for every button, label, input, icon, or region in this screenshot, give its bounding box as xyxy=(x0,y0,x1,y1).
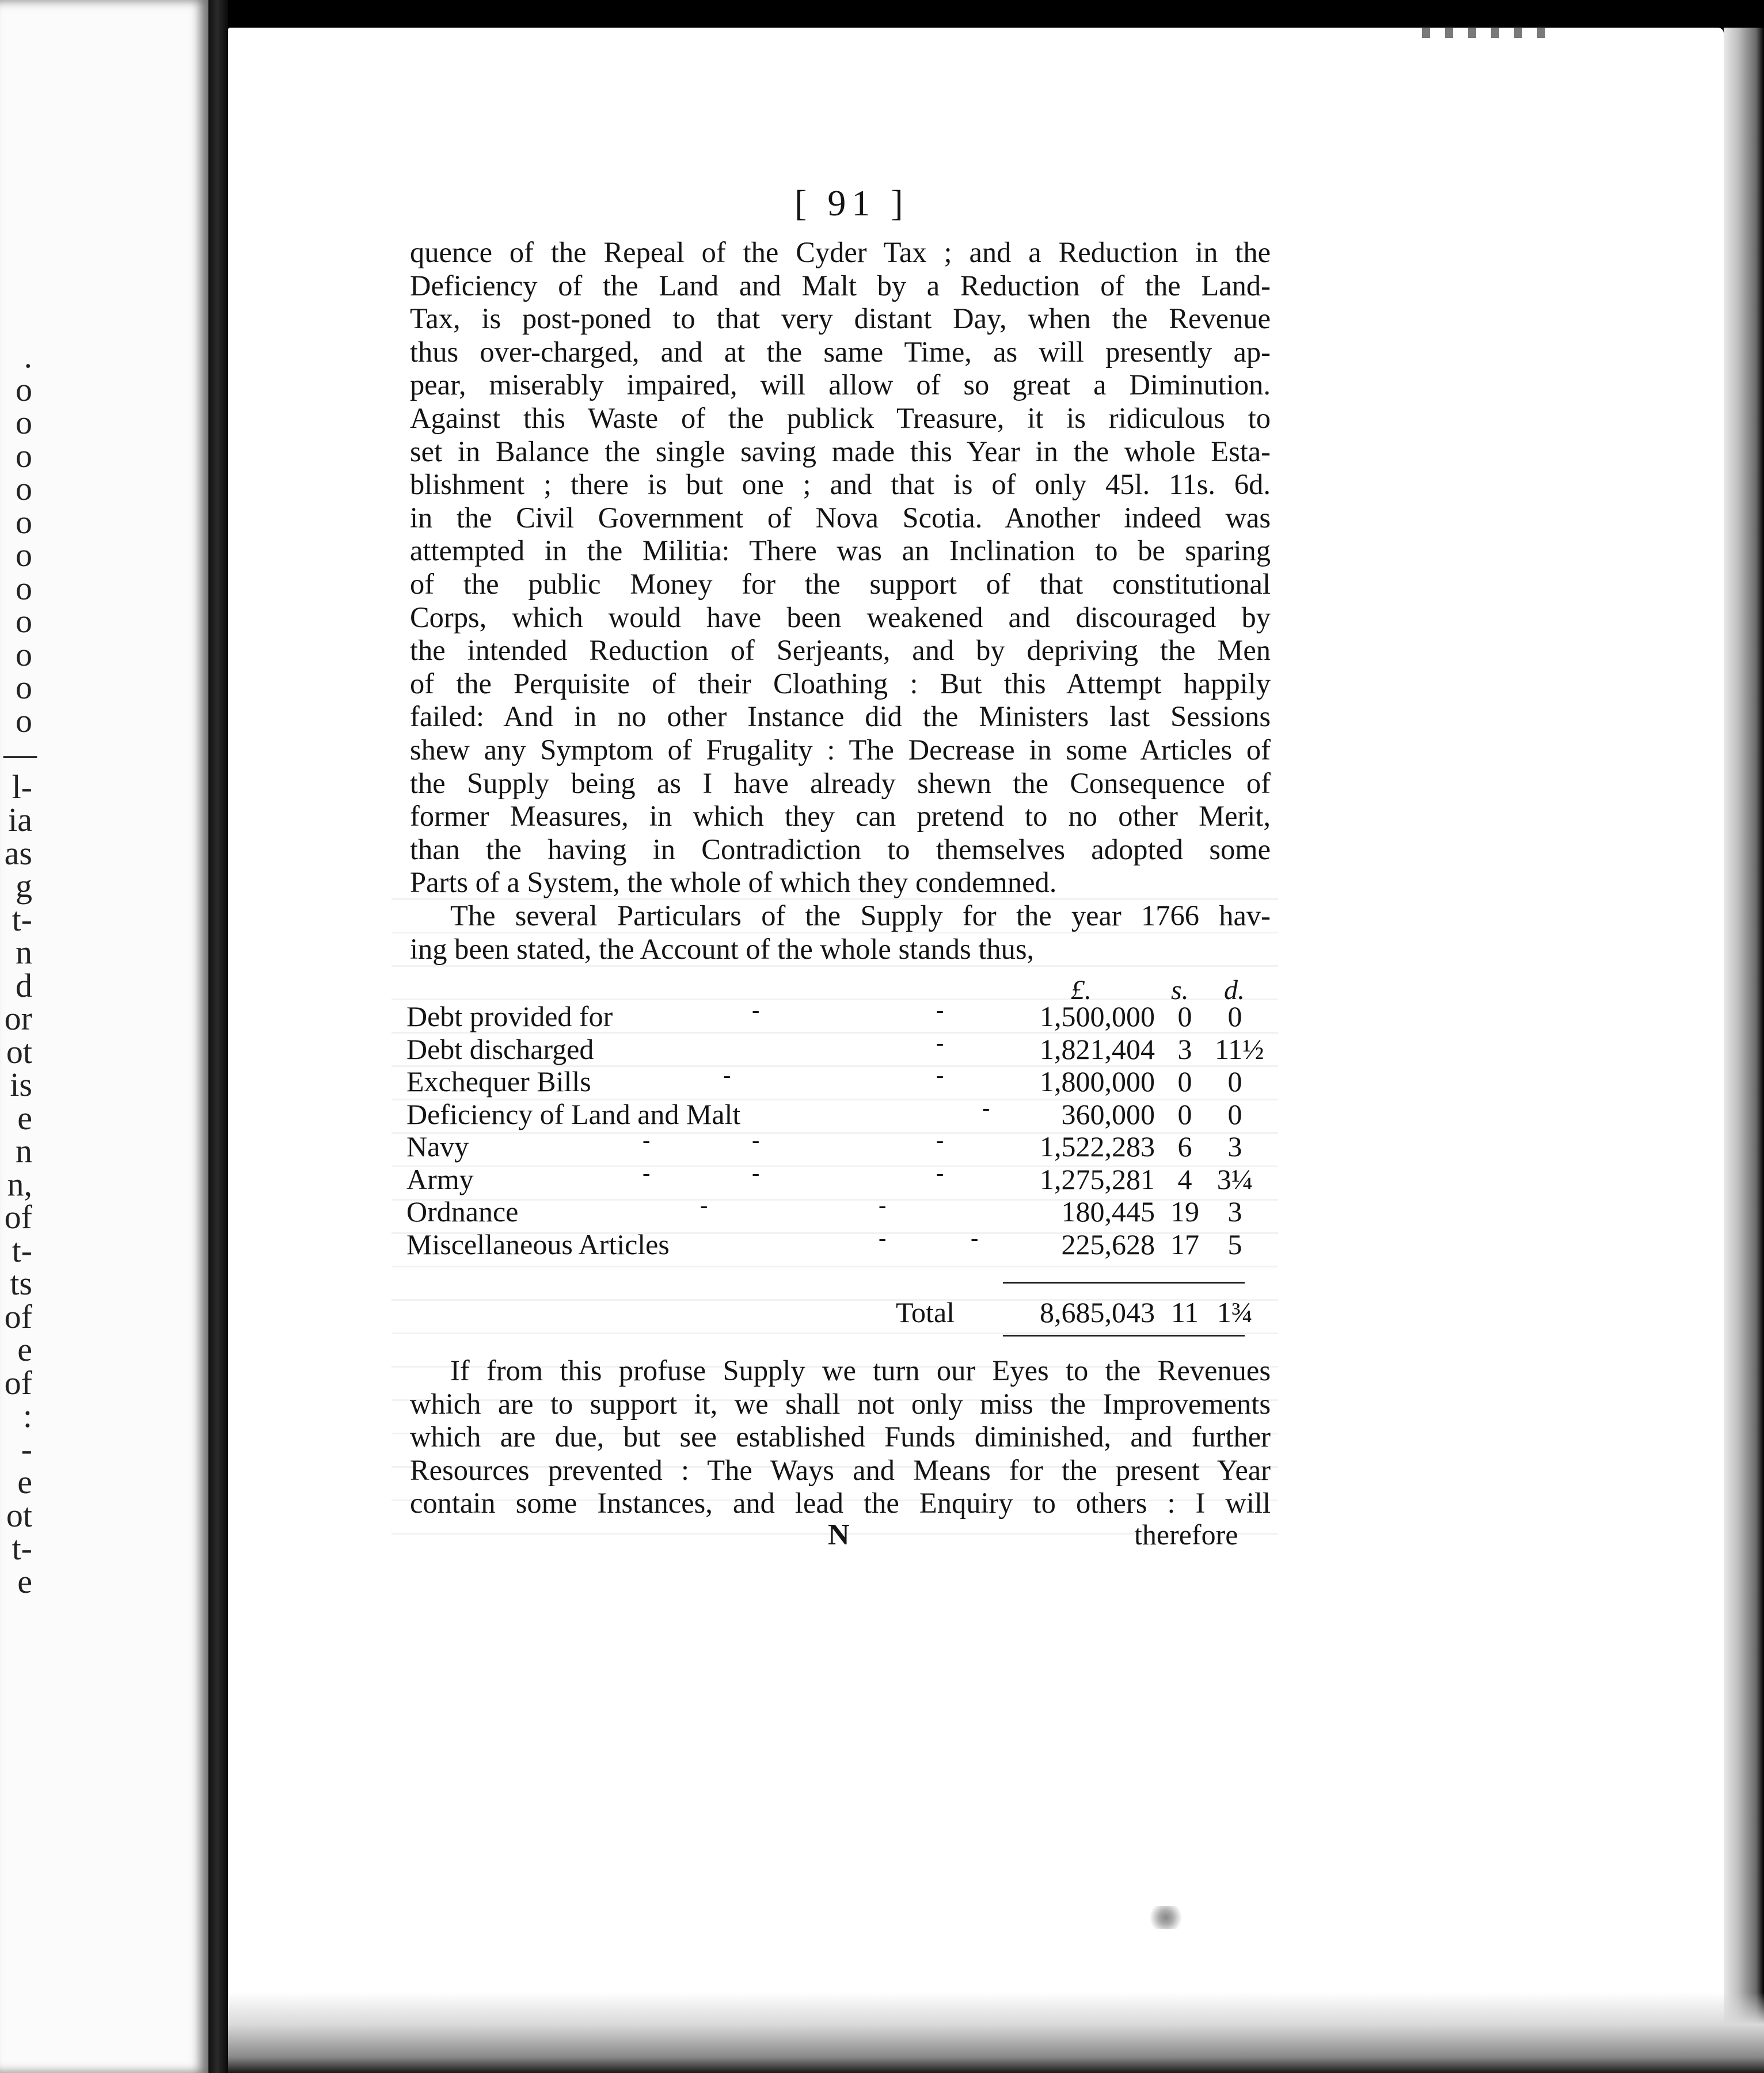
leader-dash: - xyxy=(936,997,944,1023)
leader-dash: - xyxy=(752,1159,760,1186)
text-line: ing been stated, the Account of the whole stands thus, xyxy=(410,932,1035,965)
facing-page-fragment: of xyxy=(4,1364,32,1402)
facing-page-fragment: ia xyxy=(8,801,32,838)
table-row xyxy=(406,1029,1264,1065)
facing-page-fragment: t- xyxy=(12,900,32,938)
facing-page-fragment: . xyxy=(24,337,32,375)
text-line: in the Civil Government of Nova Scotia. Another indeed was xyxy=(410,501,1271,534)
total-row xyxy=(406,1296,1253,1330)
row-label: Army xyxy=(406,1163,474,1195)
leader-dash: - xyxy=(879,1224,887,1251)
row-pounds: 1,800,000 xyxy=(1040,1065,1155,1098)
text-line: than the having in Contradiction to themselves adopted some xyxy=(410,833,1271,865)
leader-dash: - xyxy=(752,997,760,1023)
text-line: which are due, but see established Funds diminished, and further xyxy=(410,1421,1271,1453)
text-line: If from this profuse Supply we turn our Eyes to the Revenues xyxy=(450,1354,1271,1387)
total-label: Total xyxy=(896,1296,955,1328)
text-line: Corps, which would have been weakened and discouraged by xyxy=(410,601,1271,633)
total-rule-bottom xyxy=(1003,1335,1245,1337)
facing-page-fragment: o xyxy=(16,404,32,441)
facing-page-fragment: n xyxy=(16,933,32,971)
page-bottom-curl xyxy=(228,1992,1764,2073)
book-gutter xyxy=(208,0,228,2073)
facing-page-fragment: o xyxy=(16,569,32,607)
page-number: [ 91 ] xyxy=(794,183,909,223)
row-pence: 11½ xyxy=(1215,1032,1264,1065)
row-pence: 3 xyxy=(1227,1130,1242,1163)
text-line: Deficiency of the Land and Malt by a Reduction of the Land- xyxy=(410,269,1271,302)
facing-page-fragment: o xyxy=(16,536,32,574)
total-shillings: 11 xyxy=(1170,1296,1199,1328)
shillings-column-header: s. xyxy=(1171,975,1189,1005)
text-line: of the public Money for the support of that constitutional xyxy=(410,567,1271,600)
body-paragraph xyxy=(410,236,1271,899)
facing-page-fragment: — xyxy=(3,735,37,772)
text-line: Resources prevented : The Ways and Means for the present Year xyxy=(410,1453,1271,1486)
facing-page-fragment: n xyxy=(16,1132,32,1170)
leader-dash: - xyxy=(643,1159,651,1186)
page-fore-edge xyxy=(1724,28,1764,2073)
table-row xyxy=(406,997,1253,1032)
total-pence: 1¾ xyxy=(1216,1296,1253,1328)
table-row xyxy=(406,1094,1253,1130)
text-line: blishment ; there is but one ; and that is of only 45l. 11s. 6d. xyxy=(410,468,1271,501)
text-line: attempted in the Militia: There was an Inclination to be sparing xyxy=(410,534,1271,567)
text-line: set in Balance the single saving made this Year in the whole Esta- xyxy=(410,435,1271,468)
facing-page-fragment: of xyxy=(4,1198,32,1236)
row-shillings: 0 xyxy=(1177,1000,1192,1032)
facing-page-fragment: e xyxy=(17,1562,32,1600)
leader-dash: - xyxy=(936,1062,944,1088)
facing-page-fragment: as xyxy=(4,834,32,872)
row-shillings: 0 xyxy=(1177,1098,1192,1130)
row-label: Deficiency of Land and Malt xyxy=(406,1098,741,1130)
facing-page-fragment: e xyxy=(17,1463,32,1501)
total-pounds: 8,685,043 xyxy=(1040,1296,1155,1328)
table-row xyxy=(406,1062,1253,1098)
row-pence: 3¼ xyxy=(1216,1163,1253,1195)
row-pounds: 1,821,404 xyxy=(1040,1032,1155,1065)
facing-page-fragment: o xyxy=(16,370,32,408)
text-line: former Measures, in which they can pretend to no other Merit, xyxy=(410,800,1271,833)
text-line: pear, miserably impaired, will allow of so great a Diminution. xyxy=(410,369,1271,401)
text-line: Tax, is post-poned to that very distant Day, when the Revenue xyxy=(410,302,1271,335)
facing-page-fragment: o xyxy=(16,470,32,507)
supply-intro-paragraph xyxy=(410,899,1271,966)
facing-page-fragment: l- xyxy=(12,768,32,806)
text-line: of the Perquisite of their Cloathing : But this Attempt happily xyxy=(410,667,1271,700)
row-pence: 0 xyxy=(1227,1098,1242,1130)
facing-page-fragment: ot xyxy=(6,1032,32,1070)
row-shillings: 19 xyxy=(1170,1195,1199,1228)
text-line: the Supply being as I have already shewn the Consequence of xyxy=(410,766,1271,799)
facing-page-fragment: n, xyxy=(7,1165,32,1203)
facing-page-fragment: e xyxy=(17,1099,32,1137)
facing-page-fragment: o xyxy=(16,503,32,541)
row-shillings: 17 xyxy=(1170,1228,1199,1260)
row-pounds: 1,500,000 xyxy=(1040,1000,1155,1032)
leader-dash: - xyxy=(936,1127,944,1153)
leader-dash: - xyxy=(936,1159,944,1186)
facing-page-fragment: e xyxy=(17,1331,32,1368)
row-label: Debt provided for xyxy=(406,1000,613,1032)
ink-smudge xyxy=(1146,1906,1186,1929)
leader-dash: - xyxy=(936,1029,944,1056)
row-pence: 5 xyxy=(1227,1228,1242,1260)
supply-table xyxy=(406,997,1264,1260)
facing-page-fragment: o xyxy=(16,436,32,474)
top-edge-marks xyxy=(1422,26,1560,38)
table-row xyxy=(406,1224,1253,1260)
row-label: Ordnance xyxy=(406,1195,519,1228)
text-line: Against this Waste of the publick Treasure, it is ridiculous to xyxy=(410,401,1271,434)
table-row xyxy=(406,1192,1253,1228)
total-rule-top xyxy=(1003,1282,1245,1284)
text-line: The several Particulars of the Supply for the year 1766 hav- xyxy=(450,899,1271,932)
text-line: failed: And in no other Instance did the Ministers last Sessions xyxy=(410,700,1271,733)
row-label: Exchequer Bills xyxy=(406,1065,591,1098)
leader-dash: - xyxy=(700,1192,708,1218)
row-shillings: 0 xyxy=(1177,1065,1192,1098)
row-pounds: 1,275,281 xyxy=(1040,1163,1155,1195)
facing-page-fragment: t- xyxy=(12,1529,32,1567)
signature-mark: N xyxy=(828,1518,850,1551)
row-shillings: 4 xyxy=(1177,1163,1192,1195)
facing-page-fragment: o xyxy=(16,669,32,706)
leader-dash: - xyxy=(971,1224,979,1251)
leader-dash: - xyxy=(752,1127,760,1153)
leader-dash: - xyxy=(643,1127,651,1153)
facing-page-fragment: g xyxy=(16,867,32,905)
catchword: therefore xyxy=(1134,1518,1238,1551)
closing-paragraph xyxy=(410,1354,1271,1520)
pounds-column-header: £. xyxy=(1071,975,1092,1005)
facing-page-edge xyxy=(0,0,208,2073)
row-pounds: 360,000 xyxy=(1061,1098,1155,1130)
row-pounds: 225,628 xyxy=(1061,1228,1155,1260)
row-pounds: 1,522,283 xyxy=(1040,1130,1155,1163)
table-row xyxy=(406,1127,1253,1163)
text-line: contain some Instances, and lead the Enquiry to others : I will xyxy=(410,1487,1271,1520)
row-shillings: 3 xyxy=(1177,1032,1192,1065)
facing-page-fragment: o xyxy=(16,635,32,673)
facing-page-fragment: - xyxy=(21,1430,32,1468)
row-label: Navy xyxy=(406,1130,469,1163)
facing-page-fragment: of xyxy=(4,1297,32,1335)
row-pounds: 180,445 xyxy=(1061,1195,1155,1228)
facing-page-fragment: d xyxy=(16,966,32,1004)
leader-dash: - xyxy=(723,1062,731,1088)
leader-dash: - xyxy=(879,1192,887,1218)
facing-page-fragment: : xyxy=(22,1397,32,1434)
facing-page-fragment: or xyxy=(4,1000,32,1037)
row-pence: 0 xyxy=(1227,1000,1242,1032)
row-shillings: 6 xyxy=(1177,1130,1192,1163)
leader-dash: - xyxy=(982,1094,990,1121)
row-pence: 3 xyxy=(1227,1195,1242,1228)
row-pence: 0 xyxy=(1227,1065,1242,1098)
facing-page-fragment: ts xyxy=(10,1265,32,1302)
text-line: quence of the Repeal of the Cyder Tax ; and a Reduction in the xyxy=(410,236,1271,268)
facing-page-fragment: ot xyxy=(6,1496,32,1534)
facing-page-fragment: is xyxy=(10,1066,32,1103)
pence-column-header: d. xyxy=(1224,975,1245,1005)
facing-page-fragment: o xyxy=(16,701,32,739)
text-line: shew any Symptom of Frugality : The Decrease in some Articles of xyxy=(410,733,1271,766)
facing-page-fragment: t- xyxy=(12,1231,32,1269)
text-line: Parts of a System, the whole of which they condemned. xyxy=(410,866,1057,899)
text-line: thus over-charged, and at the same Time, as will presently ap- xyxy=(410,335,1271,368)
row-label: Miscellaneous Articles xyxy=(406,1228,670,1260)
facing-page-fragment: o xyxy=(16,602,32,640)
table-row xyxy=(406,1159,1253,1195)
row-label: Debt discharged xyxy=(406,1032,594,1065)
text-line: which are to support it, we shall not only miss the Improvements xyxy=(410,1387,1271,1420)
text-line: the intended Reduction of Serjeants, and by depriving the Men xyxy=(410,634,1271,667)
